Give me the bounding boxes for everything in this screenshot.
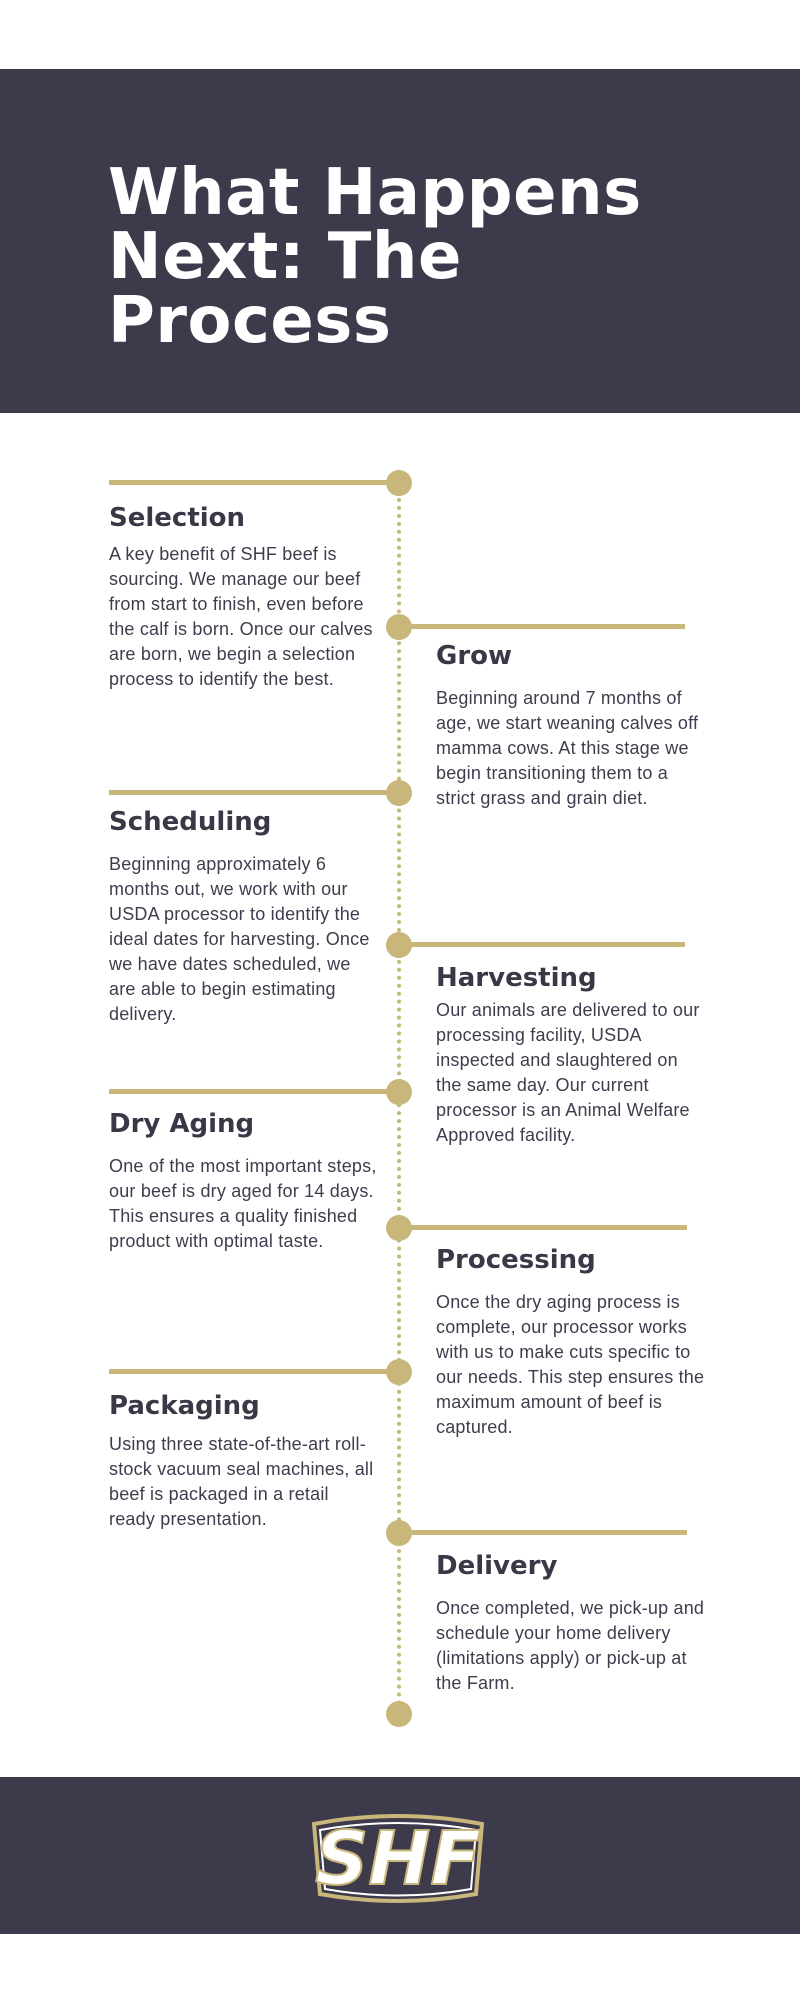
step-harvesting — [436, 962, 706, 1148]
logo-text: SHF — [315, 1816, 481, 1902]
dry-aging-connector-line — [109, 1089, 399, 1094]
step-delivery — [436, 1550, 706, 1696]
packaging-node — [386, 1359, 412, 1385]
step-description: A key benefit of SHF beef is sourcing. We manage our beef from start to finish, even before the calf is born. Once our calves are born, we begin a selection process to identify the best. — [109, 544, 373, 689]
step-description: Once completed, we pick-up and schedule your home delivery (limitations apply) or pick-up at the Farm. — [436, 1598, 705, 1693]
step-description: One of the most important steps, our beef is dry aged for 14 days. This ensures a quality finished product with optimal taste. — [109, 1156, 377, 1251]
scheduling-connector-line — [109, 790, 399, 795]
step-packaging — [109, 1390, 379, 1532]
selection-node — [386, 470, 412, 496]
scheduling-node — [386, 780, 412, 806]
step-description: Once the dry aging process is complete, our processor works with us to make cuts specific to our needs. This step ensures the maximum amount of beef is captured. — [436, 1292, 705, 1437]
step-title: Grow — [436, 641, 513, 671]
step-title: Delivery — [436, 1551, 558, 1581]
step-title: Selection — [109, 503, 246, 533]
step-description: Our animals are delivered to our processing facility, USDA inspected and slaughtered on the same day. Our current processor is an Animal Welfare Approved facility. — [436, 1000, 700, 1145]
dry-aging-node — [386, 1079, 412, 1105]
step-title: Dry Aging — [109, 1109, 255, 1139]
step-scheduling — [109, 806, 379, 1027]
grow-node — [386, 614, 412, 640]
processing-node — [386, 1215, 412, 1241]
step-selection — [109, 502, 379, 692]
timeline-end-node — [386, 1701, 412, 1727]
delivery-node — [386, 1520, 412, 1546]
step-title: Harvesting — [436, 963, 597, 993]
shf-logo — [300, 1810, 496, 1906]
step-processing — [436, 1244, 706, 1440]
processing-connector-line — [399, 1225, 687, 1230]
harvesting-connector-line — [399, 942, 685, 947]
step-title: Packaging — [109, 1391, 260, 1421]
step-description: Using three state-of-the-art roll-stock vacuum seal machines, all beef is packaged in a retail ready presentation. — [109, 1434, 374, 1529]
step-description: Beginning around 7 months of age, we start weaning calves off mamma cows. At this stage we begin transitioning them to a strict grass and grain diet. — [436, 688, 699, 808]
harvesting-node — [386, 932, 412, 958]
step-description: Beginning approximately 6 months out, we work with our USDA processor to identify the ideal dates for harvesting. Once we have dates scheduled, we are able to begin estimating delivery. — [109, 854, 370, 1024]
packaging-connector-line — [109, 1369, 399, 1374]
step-dry-aging — [109, 1108, 379, 1254]
selection-connector-line — [109, 480, 399, 485]
step-title: Processing — [436, 1245, 596, 1275]
step-title: Scheduling — [109, 807, 272, 837]
delivery-connector-line — [399, 1530, 687, 1535]
grow-connector-line — [399, 624, 685, 629]
step-grow — [436, 640, 706, 811]
page-title: What Happens Next: The Process — [108, 156, 642, 358]
